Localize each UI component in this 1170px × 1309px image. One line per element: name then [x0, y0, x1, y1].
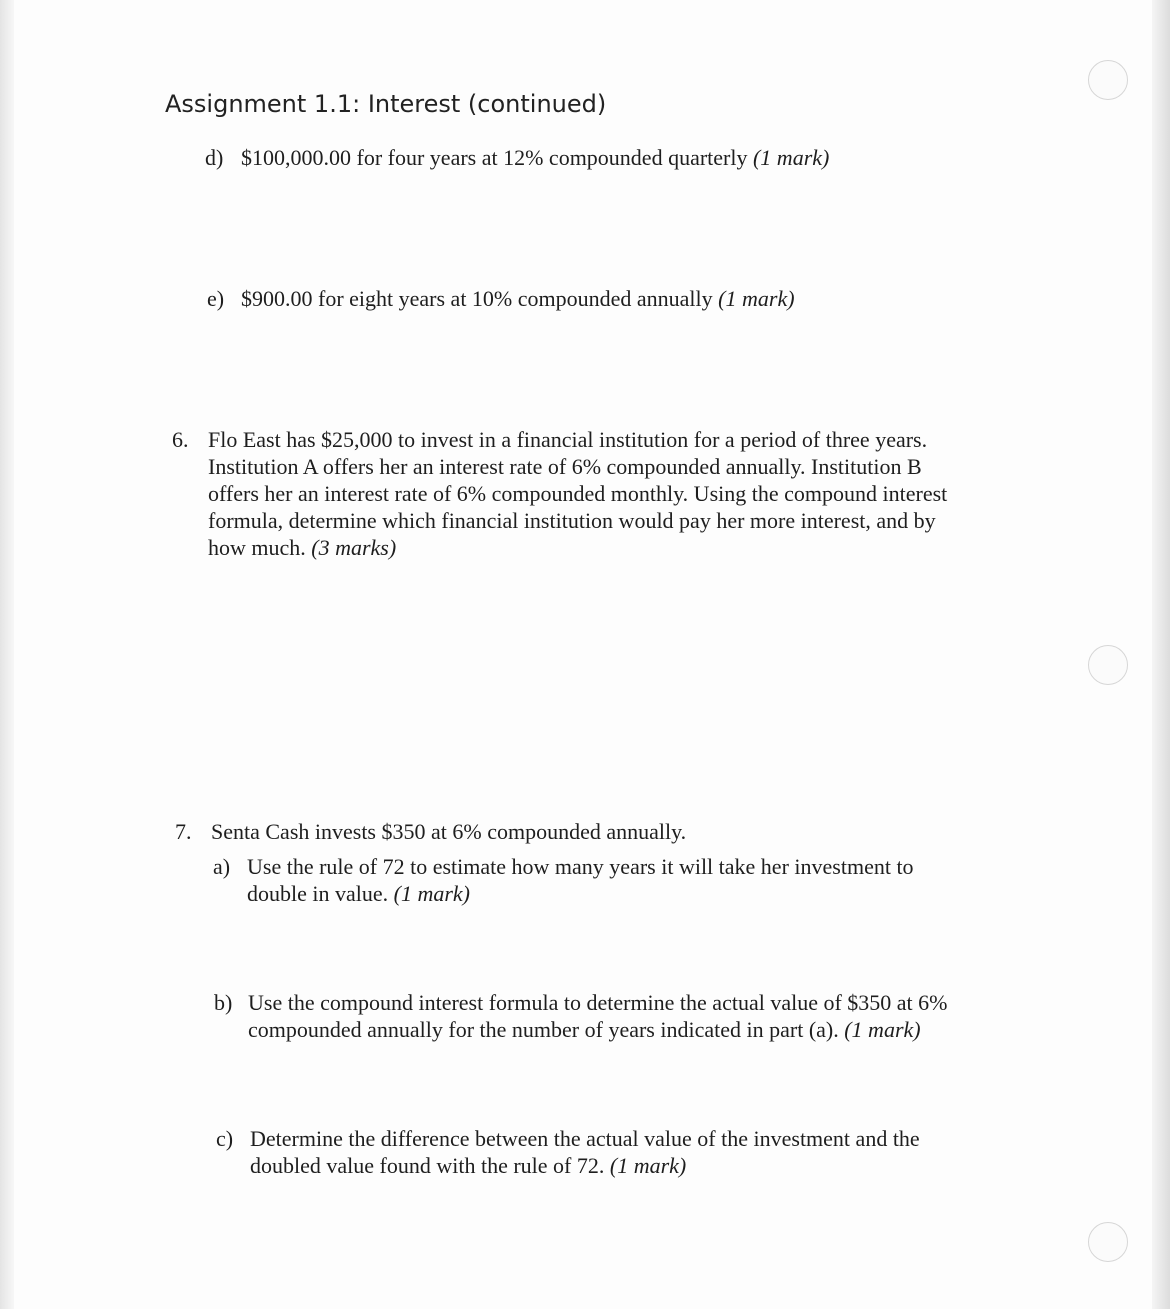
question-d-text-line [241, 144, 829, 171]
question-7a [213, 853, 1033, 913]
question-7b-text [248, 989, 1048, 1043]
question-7c-line-2: doubled value found with the rule of 72. [250, 1153, 605, 1178]
question-7b [214, 989, 1054, 1049]
question-d-text: $100,000.00 for four years at 12% compounded quarterly [241, 145, 748, 170]
question-7b-line-2: compounded annually for the number of years indicated in part (a). [248, 1017, 839, 1042]
punch-hole-top [1088, 60, 1128, 100]
question-e-mark: (1 mark) [718, 286, 795, 311]
question-7 [175, 818, 995, 848]
question-7c-line-1: Determine the difference between the actual value of the investment and the [250, 1126, 920, 1151]
question-7a-label: a) [213, 854, 231, 879]
question-6-line-2: Institution A offers her an interest rate of 6% compounded annually. Institution B [208, 454, 922, 479]
question-6-line-1: Flo East has $25,000 to invest in a financial institution for a period of three years. [208, 427, 928, 452]
question-e-text-line [241, 285, 795, 312]
question-7b-line-2-wrap [248, 1016, 1048, 1043]
question-7-text: Senta Cash invests $350 at 6% compounded annually. [211, 819, 687, 844]
punch-hole-middle [1088, 645, 1128, 685]
question-7-label: 7. [175, 819, 192, 844]
question-7c-mark: (1 mark) [609, 1153, 687, 1178]
question-7c-text [250, 1125, 1030, 1179]
question-7a-text [247, 853, 1027, 907]
page-right-edge [1152, 0, 1170, 1309]
question-6-line-5-wrap [208, 534, 1048, 561]
question-7b-mark: (1 mark) [844, 1017, 921, 1042]
question-7a-line-2: double in value. [247, 881, 389, 906]
question-d-label: d) [205, 145, 224, 170]
question-7b-label: b) [214, 990, 233, 1015]
question-6-mark: (3 marks) [311, 535, 397, 560]
question-7a-line-2-wrap [247, 880, 1027, 907]
question-7c-label: c) [216, 1126, 234, 1151]
page-title: Assignment 1.1: Interest (continued) [165, 90, 607, 118]
page-left-edge [0, 0, 14, 1309]
question-7c [216, 1125, 1036, 1185]
question-d-mark: (1 mark) [752, 145, 830, 170]
question-e-text: $900.00 for eight years at 10% compounded annually [241, 286, 713, 311]
question-6-line-5: how much. [208, 535, 306, 560]
question-6-line-3: offers her an interest rate of 6% compounded monthly. Using the compound interest [208, 481, 948, 506]
question-7a-line-1: Use the rule of 72 to estimate how many years it will take her investment to [247, 854, 914, 879]
question-6-text [208, 426, 1048, 561]
question-e [207, 285, 927, 315]
question-6-line-4: formula, determine which financial institution would pay her more interest, and by [208, 508, 936, 533]
question-7a-mark: (1 mark) [393, 881, 471, 906]
question-e-label: e) [207, 286, 225, 311]
question-7b-line-1: Use the compound interest formula to determine the actual value of $350 at 6% [248, 990, 948, 1015]
question-6 [172, 426, 1052, 566]
question-d [205, 144, 925, 174]
question-7c-line-2-wrap [250, 1152, 1030, 1179]
question-6-label: 6. [172, 427, 189, 452]
punch-hole-bottom [1088, 1222, 1128, 1262]
